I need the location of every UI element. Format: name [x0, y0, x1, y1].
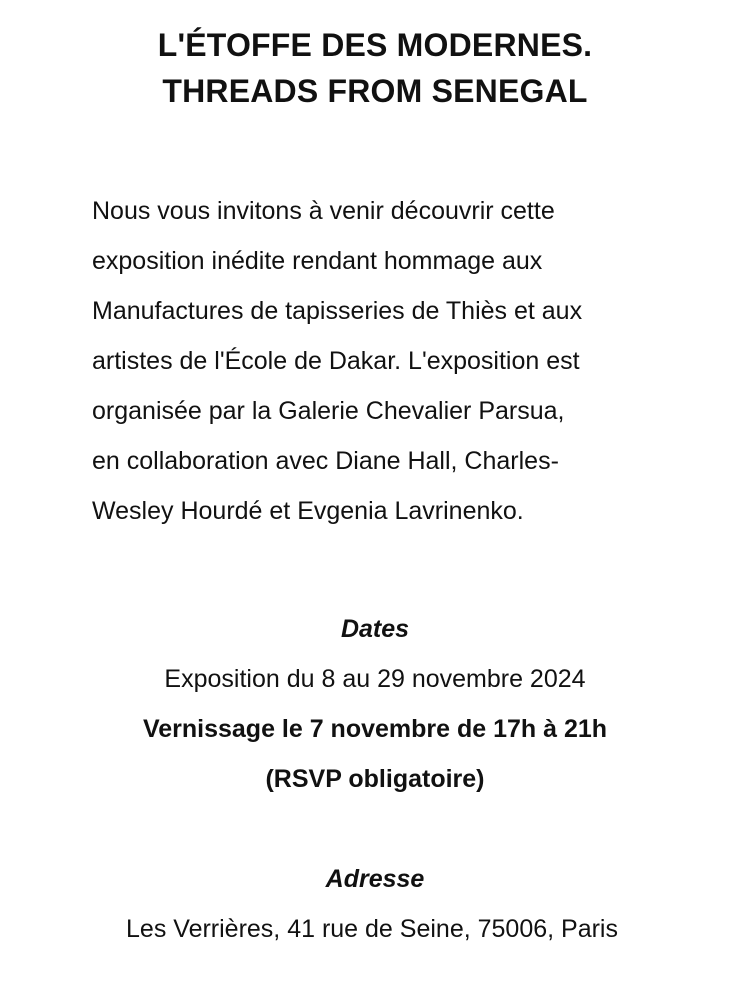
address-section	[0, 854, 750, 954]
opening-dates: Vernissage le 7 novembre de 17h à 21h	[142, 715, 608, 743]
intro-line: organisée par la Galerie Chevalier Parsua,	[92, 397, 565, 425]
page-title	[0, 22, 750, 114]
title-line-2: THREADS FROM SENEGAL	[162, 73, 588, 109]
address-heading: Adresse	[325, 865, 425, 893]
address-line: Les Verrières, 41 rue de Seine, 75006, Paris	[126, 915, 618, 943]
intro-line: exposition inédite rendant hommage aux	[92, 247, 543, 275]
intro-line: en collaboration avec Diane Hall, Charles-	[92, 447, 559, 475]
intro-paragraph	[92, 186, 672, 536]
dates-section	[0, 604, 750, 804]
title-line-1: L'ÉTOFFE DES MODERNES.	[157, 27, 593, 63]
dates-heading: Dates	[340, 615, 410, 643]
intro-line: Wesley Hourdé et Evgenia Lavrinenko.	[92, 497, 524, 525]
intro-line: Nous vous invitons à venir découvrir cette	[92, 197, 555, 225]
intro-line: Manufactures de tapisseries de Thiès et aux	[92, 297, 583, 325]
exhibition-dates: Exposition du 8 au 29 novembre 2024	[164, 665, 586, 693]
rsvp-note: (RSVP obligatoire)	[265, 765, 485, 793]
intro-line: artistes de l'École de Dakar. L'exposition est	[92, 347, 580, 375]
